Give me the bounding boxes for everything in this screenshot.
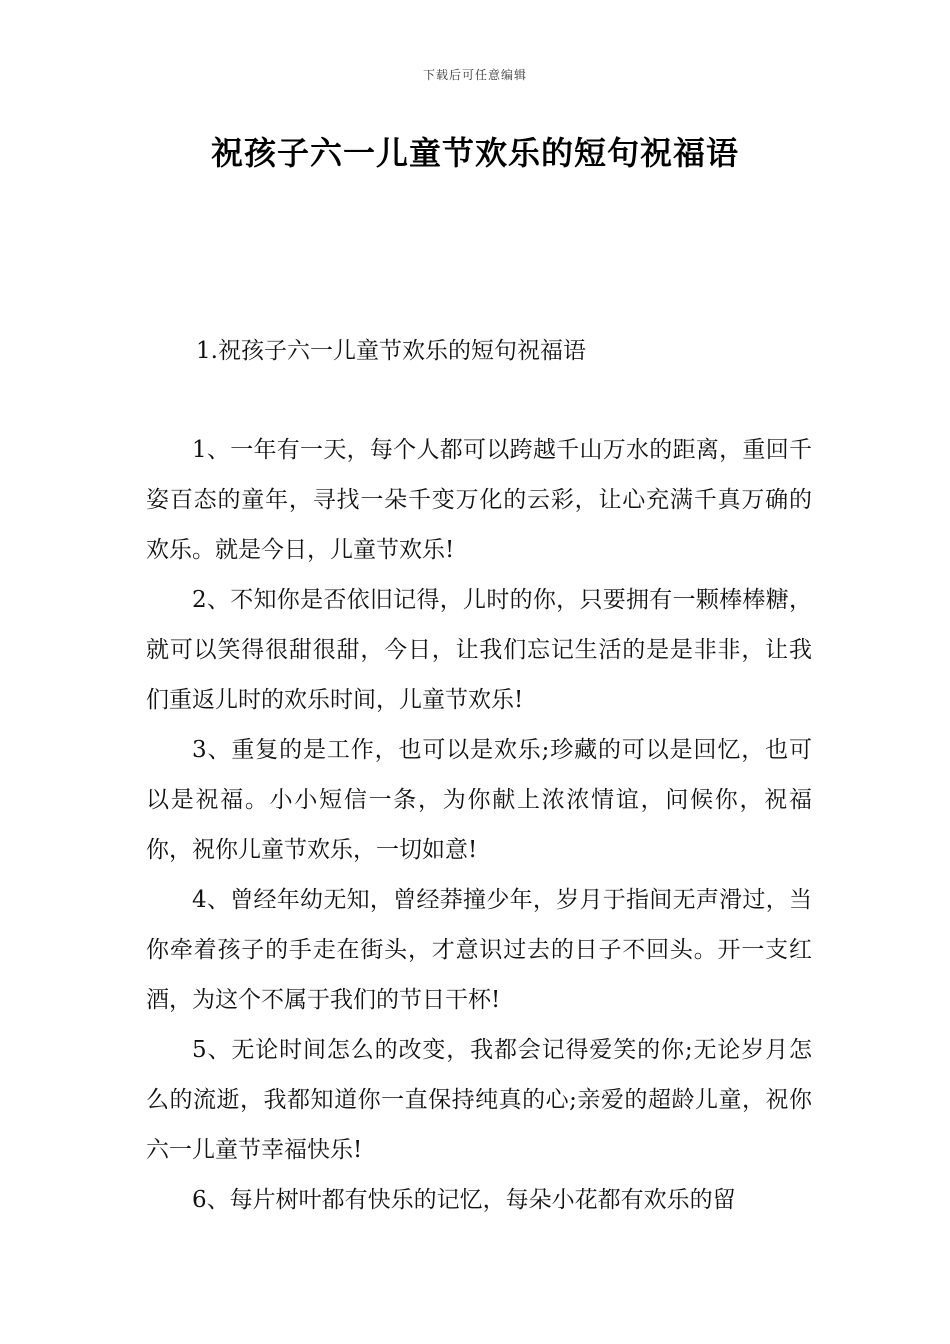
section-heading: 1.祝孩子六一儿童节欢乐的短句祝福语 — [196, 338, 586, 364]
paragraph-3: 3、重复的是工作，也可以是欢乐;珍藏的可以是回忆，也可以是祝福。小小短信一条，为你献上浓浓情谊，问候你，祝福你，祝你儿童节欢乐，一切如意! — [146, 737, 812, 863]
paragraph-5: 5、无论时间怎么的改变，我都会记得爱笑的你;无论岁月怎么的流逝，我都知道你一直保持纯真的心;亲爱的超龄儿童，祝你六一儿童节幸福快乐! — [146, 1037, 812, 1163]
paragraph-6: 6、每片树叶都有快乐的记忆，每朵小花都有欢乐的留 — [192, 1187, 736, 1213]
document-body — [146, 425, 812, 1225]
paragraph-1: 1、一年有一天，每个人都可以跨越千山万水的距离，重回千姿百态的童年，寻找一朵千变万化的云彩，让心充满千真万确的欢乐。就是今日，儿童节欢乐! — [146, 437, 812, 563]
header-note: 下载后可任意编辑 — [422, 68, 527, 82]
document-title: 祝孩子六一儿童节欢乐的短句祝福语 — [210, 134, 739, 172]
paragraph-2: 2、不知你是否依旧记得，儿时的你，只要拥有一颗棒棒糖，就可以笑得很甜很甜，今日，让我们忘记生活的是是非非，让我们重返儿时的欢乐时间，儿童节欢乐! — [146, 587, 812, 713]
paragraph-4: 4、曾经年幼无知，曾经莽撞少年，岁月于指间无声滑过，当你牵着孩子的手走在街头，才意识过去的日子不回头。开一支红酒，为这个不属于我们的节日干杯! — [146, 887, 812, 1013]
